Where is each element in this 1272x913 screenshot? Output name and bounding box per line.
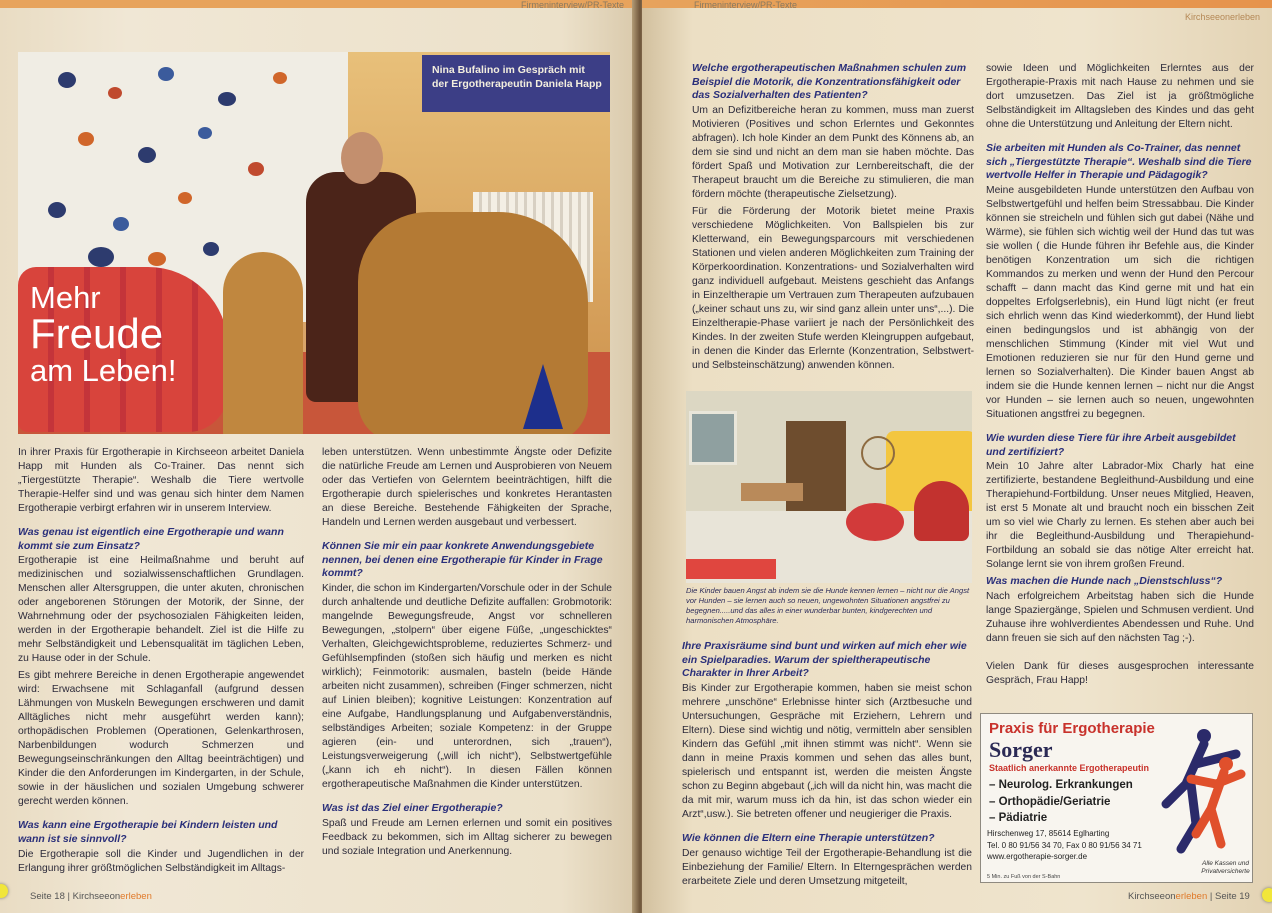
answer-7: Der genauso wichtige Teil der Ergotherapie-Behandlung ist die Einbeziehung der Familie/ Eltern. In Elterngesprächen werden erarbeitete Ziele und deren Umsetzung mitgeteilt, bbox=[682, 847, 972, 887]
answer-8: Meine ausgebildeten Hunde unterstützen den Aufbau von Selbstwertgefühl und helfen beim Stressabbau. Die Kinder können sie streicheln und fühlen sich gut dabei (Nähe und Wärme), sie fühlen sich wichtig weil der Hund das tut was sie wollen ( die Hunde führen ihr Befehle aus, die Kinder benötigen Konzentration um sich die richtigen Kommandos zu merken und wenn der Hund den Percour schafft – dann macht das Kind gerne mit und hat ein doppeltes Erfolgserlebnis), ein Hund lügt nicht (er freut sich ehrlich wenn das Kind wiederkommt), der Hund liebt einen bedingungslos und ist abhängig von der menschlichen Stimmung (Kinder mit viel Wut und Emotionen reduzieren sie nur für den Hund gerne und lernen so Sozialverhalten). Die Kinder bauen Angst ab indem sie die Hunde kennen lernen – nicht nur die Angst vor Hunden – sie lernen auch so neuen, ungewohnten Situationen angstfrei zu begegnen. bbox=[986, 184, 1254, 420]
answer-7-continued: sowie Ideen und Möglichkeiten Erlerntes aus der Ergotherapie-Praxis mit nach Hause zu nehmen und sie dort umzusetzen. Das Ziel ist ja größtmögliche Selbständigkeit im Alltagsleben des Kindes und das geht ohne die Unterstützung und Anleitung der Eltern nicht. bbox=[986, 63, 1254, 130]
right-column-1-lower bbox=[682, 640, 972, 892]
hoop bbox=[861, 436, 895, 470]
question-5: Welche ergotherapeutischen Maßnahmen schulen zum Beispiel die Motorik, die Konzentrationsfähigkeit oder das Sozialverhalten des Patienten? bbox=[692, 62, 967, 102]
ad-name: Sorger bbox=[989, 737, 1053, 762]
pushpin-right bbox=[1262, 888, 1272, 902]
ad-service-1: – Neurolog. Erkrankungen bbox=[989, 779, 1133, 791]
photo-caption-box: Nina Bufalino im Gespräch mit der Ergotherapeutin Daniela Happ bbox=[422, 55, 610, 112]
right-column-2 bbox=[986, 62, 1254, 691]
left-column-1 bbox=[18, 446, 304, 879]
headline bbox=[30, 282, 177, 386]
beanbag bbox=[846, 503, 904, 541]
answer-1b: Es gibt mehrere Bereiche in denen Ergotherapie angewendet wird: Erwachsene mit Schlaganfall (aufgrund dessen Lähmungen von Muskeln Bewegungen erschweren und damit Alltägliches nicht mehr ausgeführt werden kann); orthopädischen Problemen (Operationen, Gelenkarthrosen, Narbenbildungen wodurch Schmerzen und Bewegungseinschränkungen den Alltag beeinträchtigen) und Kinder die den Anforderungen im Kindergarten, in der Schule, sowie in der häuslichen und sozialen Umgebung schwerer gerecht werden können. bbox=[18, 670, 304, 808]
red-mat bbox=[686, 559, 776, 579]
ad-phone: Tel. 0 80 91/56 34 70, Fax 0 80 91/56 34 71 bbox=[987, 840, 1142, 850]
ad-web: www.ergotherapie-sorger.de bbox=[987, 852, 1088, 862]
running-head-left: Firmeninterview/PR-Texte bbox=[520, 0, 624, 10]
intro-paragraph: In ihrer Praxis für Ergotherapie in Kirchseeon arbeitet Daniela Happ mit Hunden als Co-Trainer. Das nennt sich „Tiergestützte Therapie“. Weshalb die Tiere wertvolle Therapie-Helfer sind und was genau sich hinter dem Namen Ergotherapie verbirgt erfahren wir in unserem Interview. bbox=[18, 447, 304, 514]
page-number-left: Seite 18 bbox=[30, 891, 65, 902]
ad-title: Praxis für Ergotherapie bbox=[989, 720, 1155, 737]
cover-photo bbox=[18, 52, 610, 434]
small-dog bbox=[223, 252, 303, 434]
answer-2-continued: leben unterstützen. Wenn unbestimmte Ängste oder Defizite die natürliche Freude am Lernen und Ausprobieren von Neuem oder das Vertiefen von Gelerntem beeinträchtigen, hilft die Ergotherapie durch spielerisches und konkretes Herantasten an diese Bereiche. Bestehende Fähigkeiten der Sprache, Handeln und Lernen werden ausgebaut und verbessert. bbox=[322, 447, 612, 528]
page-number-right: Seite 19 bbox=[1214, 891, 1250, 902]
answer-5b: Für die Förderung der Motorik bietet meine Praxis verschiedene Möglichkeiten. Von Ballspielen bis zur Kletterwand, ein Bewegungsparcours mit verschiedenen Stationen und vielen anderen Möglichkeiten zum Training der Körperkoordination. Konzentrations- und Sozialverhalten wird ganz individuell aufgebaut. Meistens geschieht das Anfangs in Einzeltherapie um Vertrauen zum Therapeuten aufzubauen („keiner schaut uns zu, wir sind ganz allein unter uns“,...). Die Einzeltherapie-Phase variiert je nach der Persönlichkeit des Kindes. In der zweiten Stufe werden Kleingruppen aufgebaut, in denen die Kinder das Erlernte (Konzentration, Selbstwert- und Selbsteinschätzung) anwenden können. bbox=[692, 205, 974, 371]
ad-services bbox=[989, 777, 1133, 827]
brand-left-a: Kirchseeon bbox=[72, 891, 121, 902]
kids-table bbox=[741, 483, 803, 501]
answer-4: Spaß und Freude am Lernen erlernen und somit ein positives Feedback zu bekommen, sich im Alltag sicherer zu bewegen und soziale Integration und Anerkennung. bbox=[322, 817, 612, 857]
answer-1: Ergotherapie ist eine Heilmaßnahme und beruht auf medizinischen und sozialwissenschaftlichen Grundlagen. Menschen aller Altersgruppen, die unter akuten, chronischen oder angeborenen Störungen der Motorik, der Sinne, der Wahrnehmung oder der psychosozialen Fähigkeiten leiden, werden in der Ergotherapie behandelt. Ziel ist die Hilfe zu mehr Selbständigkeit und Lebensqualität im täglichen Leben, zu Hause oder in der Schule. bbox=[18, 555, 304, 665]
red-cushion bbox=[914, 481, 969, 541]
footer-left: Seite 18 | Kirchseeonerleben bbox=[30, 891, 152, 902]
thanks-paragraph: Vielen Dank für dieses ausgesprochen interessante Gespräch, Frau Happ! bbox=[986, 660, 1254, 686]
answer-3: Kinder, die schon im Kindergarten/Vorschule oder in der Schule durch anhaltende und deutliche Defizite auffallen: Grobmotorik: mangelnde Bewegungsfreude, Angst vor schnelleren Bewegungen, „stolpern“ über eigene Füße, „ungeschicktes“ Verhalten, Gleichgewichtsprobleme, reduziertes Schmerz- und Gefühlsempfinden (stoßen sich häufig und merken es nicht wirklich); Feinmotorik: ausmalen, basteln (beide Hände arbeiten nicht zusammen), schreiben (Finger schmerzen, nicht auf Linien bleiben); kognitive Leistungen: Konzentration auf eine Aufgabe, Handlungsplanung und Aufgabenverständnis, selbständiges Arbeiten; soziale Kompetenz: in der Gruppe agieren (ein- und unterordnen, sich „trauen“), Leistungsverweigerung („will ich nicht“), Selbstwertgefühle („kann ich eh nicht“). In diesen Fällen können ergotherapeutische Maßnahmen die Kinder unterstützen. bbox=[322, 582, 612, 790]
brand-right-a: Kirchseeon bbox=[1128, 891, 1176, 902]
headline-line2: Freude bbox=[30, 310, 164, 357]
ad-kassen: Alle Kassen und Privatversicherte bbox=[1201, 860, 1250, 875]
room-photo-caption: Die Kinder bauen Angst ab indem sie die Hunde kennen lernen – nicht nur die Angst vor Hunden – sie lernen auch so neuen, ungewohnten Situationen angstfrei zu begegnen.....und das alles in einer wunderbar bunten, kindgerechten und harmonischen Atmosphäre. bbox=[686, 586, 970, 625]
question-2: Was kann eine Ergotherapie bei Kindern leisten und wann ist sie sinnvoll? bbox=[18, 819, 278, 845]
question-10: Was machen die Hunde nach „Dienstschluss“? bbox=[986, 575, 1223, 588]
question-3: Können Sie mir ein paar konkrete Anwendungsgebiete nennen, bei denen eine Ergotherapie für Kinder in Frage kommt? bbox=[322, 540, 603, 580]
ad-logo-figures-icon bbox=[1146, 724, 1246, 854]
question-9: Wie wurden diese Tiere für ihre Arbeit ausgebildet und zertifiziert? bbox=[986, 431, 1236, 458]
advertisement-box bbox=[980, 713, 1253, 883]
brand-header-right: Kirchseeonerleben bbox=[1184, 12, 1260, 22]
question-8: Sie arbeiten mit Hunden als Co-Trainer, das nennet sich „Tiergestützte Therapie“. Weshalb sind die Tiere wertvolle Helfer in Therapie und Pädagogik? bbox=[986, 142, 1252, 182]
brand-left-b: erleben bbox=[120, 891, 152, 902]
therapist-head bbox=[341, 132, 383, 184]
headline-line3: am Leben! bbox=[30, 353, 177, 388]
answer-5: Um an Defizitbereiche heran zu kommen, muss man zuerst Motivieren (Positives und schon Erlerntes und Gekonntes abfragen). Ich hole Kinder an dem Punkt des Könnens ab, an dem sie sind und nicht an dem man sie haben möchte. Das fördert Spaß und Motivation zur Lernbereitschaft, die der Therapeut braucht um die Bereiche zu stimulieren, die man fördern möchte (therapeutische Zielsetzung). bbox=[692, 104, 974, 200]
window bbox=[689, 411, 737, 465]
blue-cone bbox=[523, 364, 563, 429]
ad-subtitle: Staatlich anerkannte Ergotherapeutin bbox=[989, 763, 1150, 773]
question-7: Wie können die Eltern eine Therapie unterstützen? bbox=[682, 831, 935, 844]
ad-service-3: – Pädiatrie bbox=[989, 812, 1048, 825]
headline-line1: Mehr bbox=[30, 280, 101, 315]
ad-contact bbox=[987, 828, 1142, 863]
toy-shelf bbox=[786, 421, 846, 516]
question-4: Was ist das Ziel einer Ergotherapie? bbox=[322, 801, 503, 814]
answer-10: Nach erfolgreichem Arbeitstag haben sich die Hunde lange Spaziergänge, Spielen und Schmusen verdient. Und Zuhause ihre wohlverdientes Abendessen und Ruhe. Und dann freuen sie sich auf den nächsten Tag ;-). bbox=[986, 590, 1254, 644]
footer-right: Kirchseeonerleben | Seite 19 bbox=[1128, 891, 1250, 902]
left-column-2 bbox=[322, 446, 612, 862]
answer-2: Die Ergotherapie soll die Kinder und Jugendlichen in der Erlangung ihrer größtmöglichen Selbständigkeit im Alltags- bbox=[18, 848, 304, 874]
ad-service-2: – Orthopädie/Geriatrie bbox=[989, 795, 1111, 808]
ad-note: 5 Min. zu Fuß von der S-Bahn bbox=[987, 874, 1061, 880]
practice-room-photo bbox=[686, 391, 972, 583]
brand-right-b: erleben bbox=[1175, 891, 1208, 902]
answer-9: Mein 10 Jahre alter Labrador-Mix Charly hat eine zertifizierte, bestandene Begleithund-Ausbildung und eine Therapiehund-Fortbildung. Unser neues Mitglied, Heaven, ist erst 5 Monate alt und braucht noch ein bisschen Zeit um so viel wie Charly zu lernen. Es stehen aber auch bei ihr die Begleithund-Ausbildung und Therapiehund-Fortbildung an sobald sie das nötige Alter erreicht hat. Solange lernt sie von ihrem großen Freund. bbox=[986, 461, 1254, 571]
question-1: Was genau ist eigentlich eine Ergotherapie und wann kommt sie zum Einsatz? bbox=[18, 526, 284, 552]
question-6: Ihre Praxisräume sind bunt und wirken auf mich eher wie ein Spielparadies. Warum der spieltherapeutische Charakter in Ihrer Arbeit? bbox=[682, 640, 967, 680]
ad-address: Hirschenweg 17, 85614 Eglharting bbox=[987, 829, 1110, 838]
answer-6: Bis Kinder zur Ergotherapie kommen, haben sie meist schon mehrere „unschöne“ Erlebnisse hinter sich (Arztbesuche und Untersuchungen, Gespräche mit Erziehern, Lehrern und Eltern). Diese sind wichtig und nötig, vermitteln aber sensiblen Kindern das Gefühl „mit ihnen stimmt was nicht“. Wenn sie dann in meine Praxis kommen und sehen das alles bunt, spielerisch und entspannt ist, werden die meisten Ängste schon zu Beginn abgebaut („ich will da nicht hin, was macht die da mit mir, warum muss ich da hin, ist das schon wieder ein Arzt“,usw.). Sie betreten offener und neugieriger die Praxis. bbox=[682, 682, 972, 820]
right-column-1 bbox=[692, 62, 974, 376]
running-head-right: Firmeninterview/PR-Texte bbox=[694, 0, 798, 10]
